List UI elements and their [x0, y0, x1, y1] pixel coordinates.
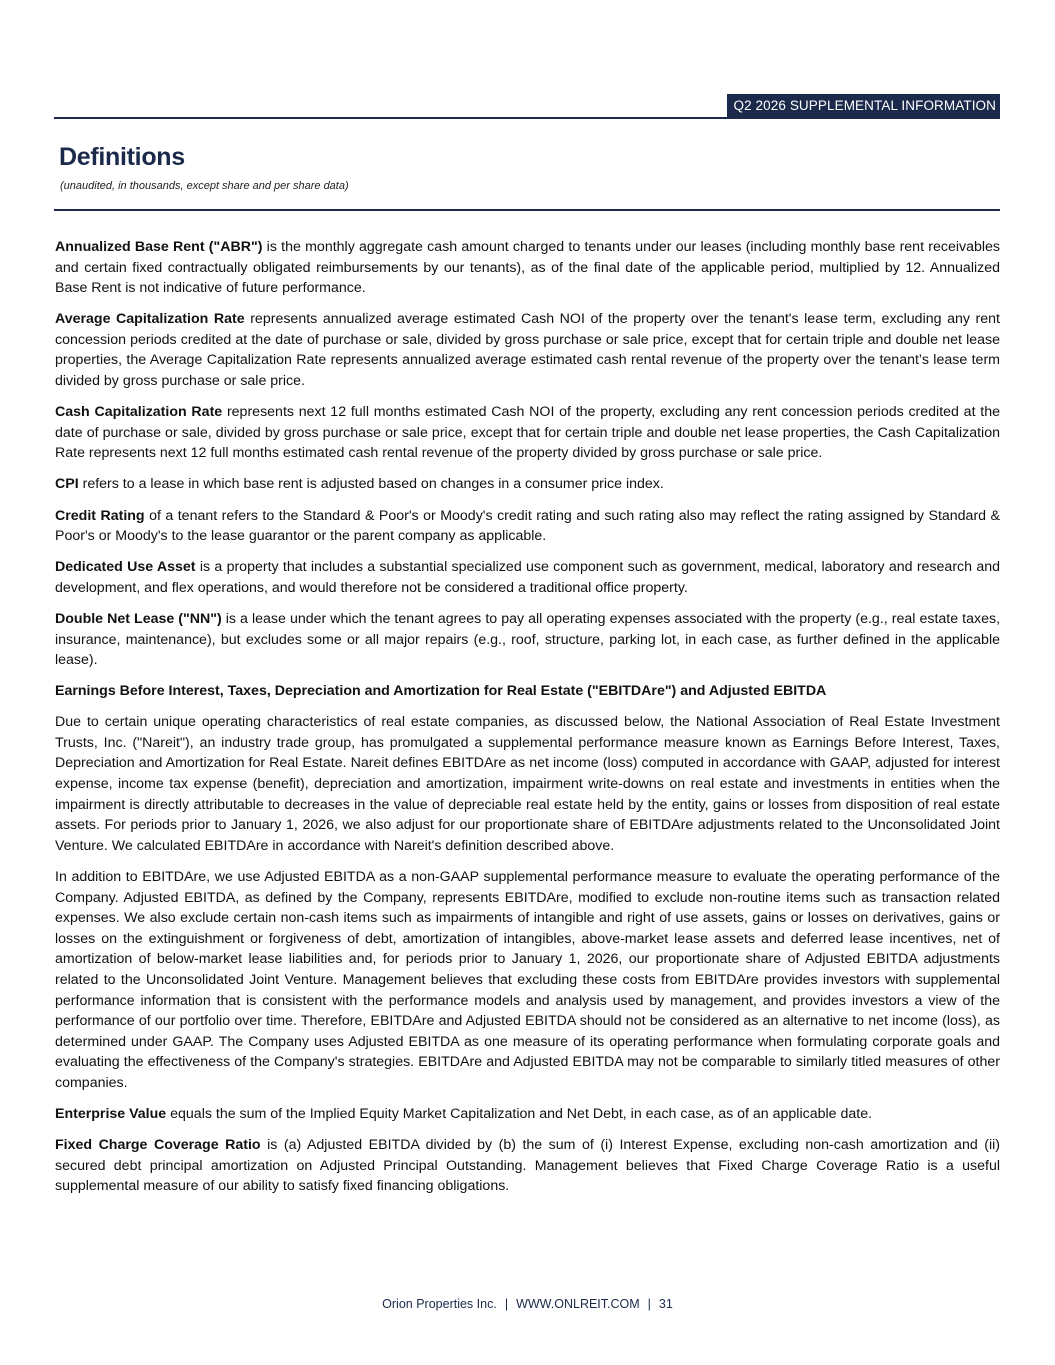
- supplemental-badge: Q2 2026 SUPPLEMENTAL INFORMATION: [727, 94, 1000, 118]
- term-abr: Annualized Base Rent ("ABR"): [55, 239, 263, 255]
- definition-fixed-charge-coverage: [55, 1135, 1000, 1197]
- footer-separator: |: [647, 1297, 651, 1311]
- text-enterprise-value: equals the sum of the Implied Equity Market Capitalization and Net Debt, in each case, as of an applicable date.: [166, 1105, 873, 1122]
- definition-cash-cap-rate: [55, 402, 1000, 464]
- definition-abr: [55, 237, 1000, 299]
- term-double-net-lease: Double Net Lease ("NN"): [55, 610, 222, 627]
- definition-dedicated-use-asset: [55, 557, 1000, 598]
- term-enterprise-value: Enterprise Value: [55, 1105, 167, 1122]
- ebitda-heading: Earnings Before Interest, Taxes, Depreciation and Amortization for Real Estate ("EBITDAre") and Adjusted EBITDA: [55, 683, 827, 700]
- text-dedicated-use-asset: is a property that includes a substantial specialized use component such as government, medical, laboratory and research and development, and flex operations, and would therefore not be considered a traditional office property.: [55, 559, 1000, 596]
- text-cpi: refers to a lease in which base rent is adjusted based on changes in a consumer price index.: [78, 476, 664, 493]
- ebitda-paragraph-1: Due to certain unique operating characteristics of real estate companies, as discussed below, the National Association of Real Estate Investment Trusts, Inc. ("Nareit"), an industry trade group, has promulgated a supplemental performance measure known as Earnings Before Interest, Taxes, Depreciation and Amortization for Real Estate. Nareit defines EBITDAre as net income (loss) computed in accordance with GAAP, adjusted for interest expense, income tax expense (benefit), depreciation and amortization, impairment write-downs on real estate and investments in entities when the impairment is directly attributable to decreases in the value of depreciable real estate held by the entity, gains or losses from disposition of real estate assets. For periods prior to January 1, 2026, we also adjust for our proportionate share of EBITDAre adjustments related to the Unconsolidated Joint Venture. We calculated EBITDAre in accordance with Nareit's definition described above.: [55, 714, 1000, 854]
- footer-separator: |: [504, 1297, 509, 1311]
- term-credit-rating: Credit Rating: [55, 507, 145, 524]
- definition-double-net-lease: [55, 609, 1000, 671]
- text-fixed-charge-coverage: is (a) Adjusted EBITDA divided by (b) the sum of (i) Interest Expense, excluding non-cash amortization and (ii) secured debt principal amortization on Adjusted Principal Outstanding. Management believes that Fixed Charge Coverage Ratio is a useful supplemental measure of our ability to satisfy fixed financing obligations.: [55, 1137, 1000, 1195]
- footer-company: Orion Properties Inc.: [382, 1297, 497, 1311]
- page-title: Definitions: [59, 143, 185, 171]
- text-abr: is the monthly aggregate cash amount charged to tenants under our leases (including monthly base rent receivables and certain fixed contractually obligated reimbursements by our tenants), as of the final date of the applicable period, multiplied by 12. Annualized Base Rent is not indicative of future performance.: [55, 239, 1001, 297]
- term-cpi: CPI: [55, 476, 79, 493]
- term-dedicated-use-asset: Dedicated Use Asset: [55, 559, 196, 576]
- definition-credit-rating: [55, 506, 1000, 547]
- title-divider: [54, 209, 1000, 211]
- ebitda-paragraph-2: In addition to EBITDAre, we use Adjusted EBITDA as a non-GAAP supplemental performance measure to evaluate the operating performance of the Company. Adjusted EBITDA, as defined by the Company, represents EBITDAre, modified to exclude non-routine items such as transaction related expenses. We also exclude certain non-cash items such as impairments of intangible and right of use assets, gains or losses on derivatives, gains or losses on the extinguishment or forgiveness of debt, amortization of intangibles, above-market lease assets and deferred lease incentives, net of amortization of below-market lease liabilities and, for periods prior to January 1, 2026, our proportionate share of Adjusted EBITDA adjustments related to the Unconsolidated Joint Venture. Management believes that excluding these costs from EBITDAre provides investors with supplemental performance information that is consistent with the performance models and analysis used by management, and provides investors a view of the performance of our portfolio over time. Therefore, EBITDAre and Adjusted EBITDA should not be considered as an alternative to net income (loss), as determined under GAAP. The Company uses Adjusted EBITDA as one measure of its operating performance when formulating corporate goals and evaluating the effectiveness of the Company's strategies. EBITDAre and Adjusted EBITDA may not be comparable to similarly titled measures of other companies.: [55, 868, 1000, 1091]
- text-double-net-lease: is a lease under which the tenant agrees to pay all operating expenses associated with the property (e.g., real estate taxes, insurance, maintenance), but excludes some or all major repairs (e.g., roof, structure, parking lot, in each case, as further defined in the applicable lease).: [55, 610, 1001, 669]
- text-average-cap-rate: represents annualized average estimated Cash NOI of the property over the tenant's lease term, excluding any rent concession periods credited at the date of purchase or sale, divided by gross purchase or sale price, except that for certain triple and double net lease properties, the Average Capitalization Rate represents annualized average estimated cash rental revenue of the property over the tenant’s lease term divided by gross purchase or sale price.: [55, 311, 1000, 390]
- footer-website[interactable]: WWW.ONLREIT.COM: [516, 1297, 640, 1311]
- text-cash-cap-rate: represents next 12 full months estimated Cash NOI of the property, excluding any rent concession periods credited at the date of purchase or sale, divided by gross purchase or sale price, except that for certain triple and double net lease properties, the Cash Capitalization Rate represents next 12 full months estimated cash rental revenue of the property divided by gross purchase or sale price.: [55, 404, 1000, 462]
- term-average-cap-rate: Average Capitalization Rate: [55, 311, 245, 328]
- page-subtitle: (unaudited, in thousands, except share and per share data): [60, 180, 349, 192]
- definition-cpi: [55, 474, 1000, 495]
- text-credit-rating: of a tenant refers to the Standard & Poor's or Moody's credit rating and such rating also may reflect the rating assigned by Standard & Poor's or Moody's to the lease guarantor or the parent company as applicable.: [55, 507, 1000, 545]
- page-number: 31: [658, 1297, 673, 1311]
- definition-average-cap-rate: [55, 309, 1000, 391]
- term-fixed-charge-coverage: Fixed Charge Coverage Ratio: [55, 1137, 261, 1154]
- term-cash-cap-rate: Cash Capitalization Rate: [55, 404, 223, 421]
- page-footer: [0, 1297, 1055, 1311]
- definition-enterprise-value: [55, 1104, 1000, 1125]
- definitions-body: [55, 237, 1000, 1207]
- header-divider: [54, 117, 1000, 119]
